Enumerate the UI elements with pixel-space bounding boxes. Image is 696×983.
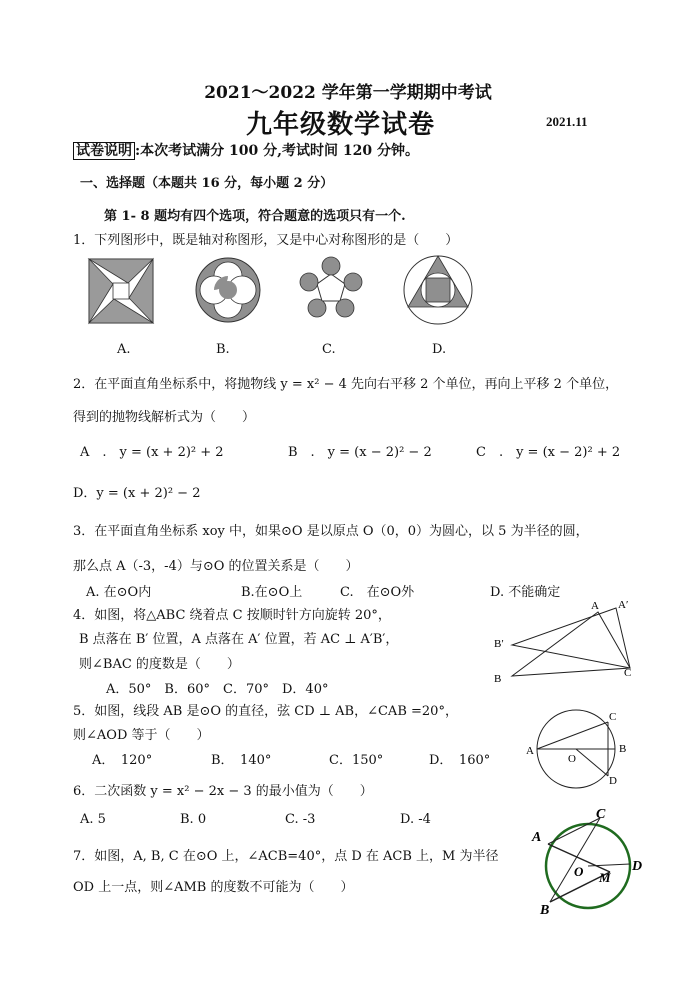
q4-line3: 则∠BAC 的度数是（ ） <box>79 657 240 672</box>
q5-option-c: C．150° <box>329 753 384 768</box>
q3-line2: 那么点 A（-3，-4）与⊙O 的位置关系是（ ） <box>73 559 359 574</box>
q5-label-o: O <box>568 753 576 765</box>
instructions-text: :本次考试满分 100 分,考试时间 120 分钟。 <box>135 143 419 159</box>
q3-option-c: C. 在⊙O外 <box>340 585 415 600</box>
q6-option-a: A. 5 <box>80 812 106 827</box>
instructions <box>73 140 419 160</box>
q2-line1: 2．在平面直角坐标系中，将抛物线 y = x² − 4 先向右平移 2 个单位，再向上平移 2 个单位， <box>73 377 619 392</box>
q2-option-d: D．y = (x + 2)² − 2 <box>73 486 201 501</box>
q1-option-d: D. <box>432 342 447 357</box>
q7-label-a: A <box>532 830 542 845</box>
q4-line2: B 点落在 B′ 位置，A 点落在 A′ 位置，若 AC ⊥ A′B′， <box>79 632 399 647</box>
q4-label-a-prime: A′ <box>618 599 629 611</box>
q6-option-b: B. 0 <box>180 812 207 827</box>
section-heading: 一、选择题（本题共 16 分，每小题 2 分） <box>80 176 334 191</box>
q4-label-a: A <box>591 600 599 612</box>
q4-figure <box>490 598 640 688</box>
q1-figure-b <box>194 256 262 324</box>
q5-line2: 则∠AOD 等于（ ） <box>73 728 210 743</box>
q4-line1: 4．如图，将△ABC 绕着点 C 按顺时针方向旋转 20°， <box>73 608 391 623</box>
q1-option-b: B. <box>216 342 230 357</box>
q4-label-c: C <box>624 667 632 679</box>
q1-option-c: C. <box>322 342 336 357</box>
q4-label-b-prime: B′ <box>494 638 504 650</box>
q5-label-b: B <box>619 743 627 755</box>
q5-line1: 5．如图，线段 AB 是⊙O 的直径，弦 CD ⊥ AB，∠CAB =20°， <box>73 704 458 719</box>
q2-line2: 得到的抛物线解析式为（ ） <box>73 410 256 425</box>
q1-figure-a <box>88 258 154 324</box>
q2-option-a: A . y = (x + 2)² + 2 <box>80 445 224 460</box>
exam-title: 2021～2022 学年第一学期期中考试 <box>204 83 492 103</box>
q1-figure-d <box>402 254 474 326</box>
q7-figure <box>528 806 648 916</box>
q4-label-b: B <box>494 673 502 685</box>
q3-option-d: D. 不能确定 <box>490 585 561 600</box>
paper-title: 九年级数学试卷 <box>246 110 436 140</box>
q5-option-a: A． 120° <box>92 753 153 768</box>
q5-label-c: C <box>609 711 617 723</box>
q7-label-m: M <box>599 870 611 885</box>
q7-label-c: C <box>596 807 606 822</box>
q5-figure <box>520 704 640 794</box>
q6-option-c: C. -3 <box>285 812 316 827</box>
exam-date: 2021.11 <box>546 114 588 129</box>
q5-option-d: D． 160° <box>429 753 491 768</box>
q1-stem: 1．下列图形中，既是轴对称图形，又是中心对称图形的是（ ） <box>73 233 459 248</box>
q5-option-b: B． 140° <box>211 753 272 768</box>
section-note: 第 1- 8 题均有四个选项，符合题意的选项只有一个. <box>104 209 406 224</box>
q4-options: A．50° B．60° C．70° D．40° <box>106 682 329 697</box>
instructions-label: 试卷说明 <box>73 142 135 160</box>
q7-line1: 7．如图，A, B, C 在⊙O 上，∠ACB=40°，点 D 在 ACB 上，M 为半径 <box>73 849 499 864</box>
q5-label-a: A <box>526 745 534 757</box>
q1-option-a: A. <box>117 342 131 357</box>
q6-option-d: D. -4 <box>400 812 431 827</box>
q3-option-a: A. 在⊙O内 <box>86 585 152 600</box>
q7-line2: OD 上一点，则∠AMB 的度数不可能为（ ） <box>73 880 354 895</box>
q2-option-b: B . y = (x − 2)² − 2 <box>288 445 432 460</box>
q3-line1: 3．在平面直角坐标系 xoy 中，如果⊙O 是以原点 O（0，0）为圆心，以 5 为半径的圆， <box>73 524 589 539</box>
q6-stem: 6．二次函数 y = x² − 2x − 3 的最小值为（ ） <box>73 784 373 799</box>
q7-label-d: D <box>632 859 643 874</box>
q7-label-b: B <box>540 903 550 918</box>
q7-label-o: O <box>574 864 584 879</box>
q1-figure-c <box>298 256 364 320</box>
q2-option-c: C . y = (x − 2)² + 2 <box>476 445 621 460</box>
q5-label-d: D <box>609 775 617 787</box>
q3-option-b: B.在⊙O上 <box>241 585 303 600</box>
